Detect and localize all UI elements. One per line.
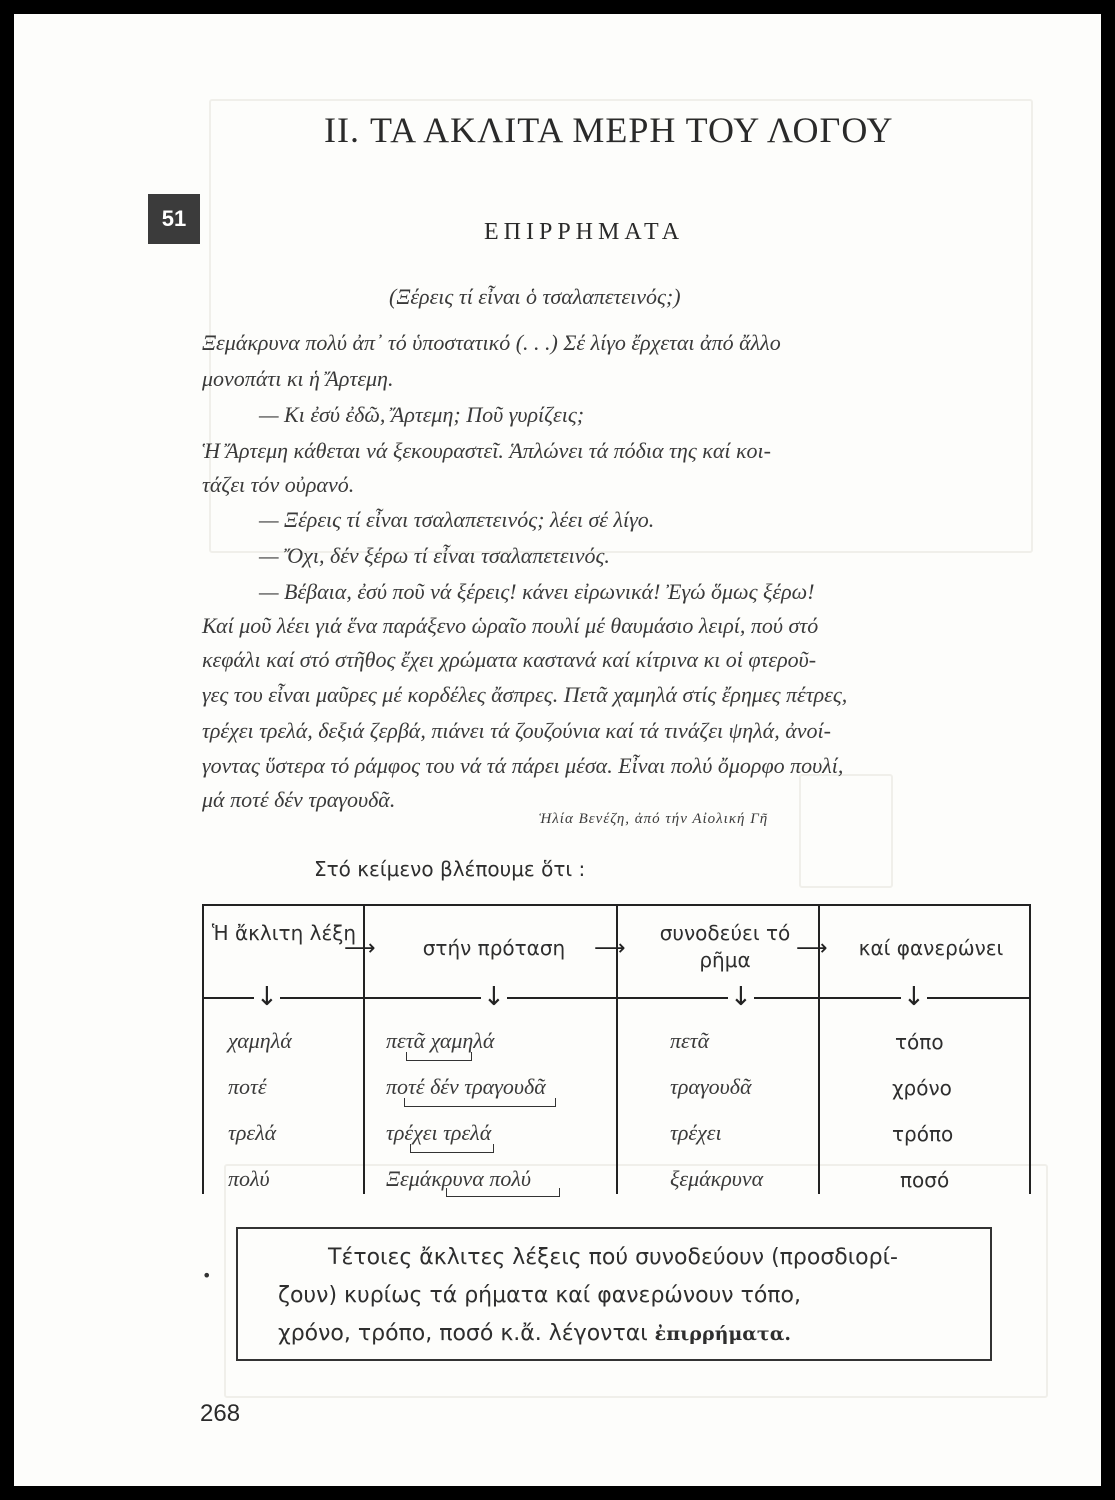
table-column-rule (1029, 904, 1031, 1194)
table-cell-sentence: πετᾶ χαμηλά (386, 1028, 495, 1053)
passage-line: — Βέβαια, ἐσύ ποῦ νά ξέρεις! κάνει εἰρωνικά! Ἐγώ ὅμως ξέρω! (259, 579, 815, 604)
chapter-title: II. ΤΑ ΑΚΛΙΤΑ ΜΕΡΗ ΤΟΥ ΛΟΓΟΥ (324, 110, 894, 150)
table-cell-sentence: τρέχει τρελά (386, 1120, 492, 1145)
table-cell-meaning: χρόνο (892, 1076, 952, 1100)
table-header-word: Ἡ ἄκλιτη λέξη (211, 921, 357, 945)
passage-line: Ξεμάκρυνα πολύ ἀπ᾽ τό ὑποστατικό (. . .) Σέ λίγο ἔρχεται ἀπό ἄλλο (202, 330, 781, 355)
table-cell-verb: τρέχει (670, 1120, 722, 1145)
link-bracket (406, 1052, 472, 1061)
table-cell-word: τρελά (228, 1120, 277, 1145)
table-cell-meaning: ποσό (900, 1168, 950, 1192)
passage-line: τάζει τόν οὐρανό. (202, 472, 355, 497)
down-arrow-icon: ↓ (903, 982, 925, 1012)
table-cell-verb: πετᾶ (670, 1028, 710, 1053)
passage-line: — Κι ἐσύ ἐδῶ, Ἄρτεμη; Ποῦ γυρίζεις; (259, 402, 585, 427)
link-bracket (404, 1098, 556, 1107)
passage-line: μονοπάτι κι ἡ Ἄρτεμη. (202, 366, 394, 391)
passage-heading: (Ξέρεις τί εἶναι ὁ τσαλαπετεινός;) (389, 284, 681, 309)
passage-line: μά ποτέ δέν τραγουδᾶ. (202, 787, 396, 812)
right-arrow-icon: ⟶ (344, 936, 376, 961)
passage-line: γες του εἶναι μαῦρες μέ κορδέλες ἄσπρες. Πετᾶ χαμηλά στίς ἔρημες πέτρες, (202, 682, 848, 707)
down-arrow-icon: ↓ (483, 982, 505, 1012)
right-arrow-icon: ⟶ (796, 936, 828, 961)
link-bracket (410, 1144, 494, 1153)
bleed-through-frame (799, 774, 893, 888)
passage-line: τρέχει τρελά, δεξιά ζερβά, πιάνει τά ζουζούνια καί τά τινάζει ψηλά, ἀνοί- (202, 718, 831, 743)
link-bracket (446, 1188, 560, 1197)
table-cell-word: χαμηλά (228, 1028, 292, 1053)
section-title: ΕΠΙΡΡΗΜΑΤΑ (484, 219, 685, 245)
down-arrow-icon: ↓ (730, 982, 752, 1012)
table-cell-sentence: ποτέ δέν τραγουδᾶ (386, 1074, 546, 1099)
bullet-icon: • (202, 1266, 212, 1285)
right-arrow-icon: ⟶ (594, 936, 626, 961)
passage-source: Ἡλία Βενέζη, ἀπό τήν Αἰολική Γῆ (539, 811, 769, 827)
book-page (14, 14, 1101, 1486)
table-cell-meaning: τόπο (895, 1030, 944, 1054)
passage-line: Καί μοῦ λέει γιά ἕνα παράξενο ὡραῖο πουλί μέ θαυμάσιο λειρί, πού στό (202, 613, 819, 638)
table-cell-sentence: Ξεμάκρυνα πολύ (386, 1166, 531, 1191)
rule-line-3 (278, 1321, 791, 1346)
rule-line-1: Τέτοιες ἄκλιτες λέξεις πού συνοδεύουν (προσδιορί- (328, 1245, 898, 1270)
table-column-rule (202, 904, 204, 1194)
passage-line: Ἡ Ἄρτεμη κάθεται νά ξεκουραστεῖ. Ἁπλώνει τά πόδια της καί κοι- (202, 438, 771, 463)
table-header-meaning: καί φανερώνει (858, 936, 1004, 960)
page-number: 268 (200, 1400, 241, 1427)
table-cell-meaning: τρόπο (892, 1122, 954, 1146)
section-number-badge: 51 (148, 194, 200, 244)
table-cell-verb: τραγουδᾶ (670, 1074, 752, 1099)
table-cell-word: πολύ (228, 1166, 270, 1191)
table-cell-verb: ξεμάκρυνα (670, 1166, 764, 1191)
rule-box (236, 1227, 992, 1361)
passage-line: — Ὄχι, δέν ξέρω τί εἶναι τσαλαπετεινός. (259, 543, 610, 568)
table-cell-word: ποτέ (228, 1074, 267, 1099)
table-header-verb: συνοδεύει τό ρῆμα (659, 921, 791, 972)
passage-line: γοντας ὕστερα τό ράμφος του νά τά πάρει μέσα. Εἶναι πολύ ὄμορφο πουλί, (202, 753, 844, 778)
rule-line-3-text: χρόνο, τρόπο, ποσό κ.ἄ. λέγονται (278, 1321, 655, 1346)
rule-term-adverbs: ἐπιρρήματα. (654, 1323, 791, 1345)
passage-line: — Ξέρεις τί εἶναι τσαλαπετεινός; λέει σέ λίγο. (259, 507, 655, 532)
down-arrow-icon: ↓ (256, 982, 278, 1012)
rule-line-2: ζουν) κυρίως τά ρήματα καί φανερώνουν τόπο, (278, 1283, 801, 1308)
table-header-sentence: στήν πρόταση (422, 936, 566, 960)
intro-text: Στό κείμενο βλέπουμε ὅτι : (314, 857, 586, 881)
passage-line: κεφάλι καί στό στῆθος ἔχει χρώματα καστανά καί κίτρινα κι οἱ φτεροῦ- (202, 647, 817, 672)
